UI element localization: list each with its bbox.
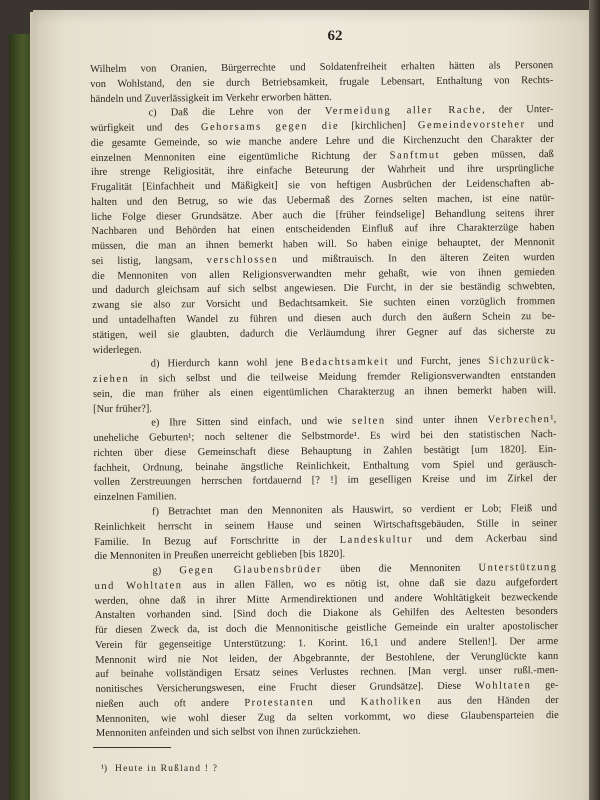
text-line: [96, 723, 559, 742]
text-run: in sich selbst und die teilweise Meidung fremder Religionsverwandten entstanden: [129, 370, 556, 385]
text-run: und dadurch gleichsam auf sich selbst angewiesen. Die Furcht, in der sie beständig schwebten,: [91, 281, 556, 297]
emphasized-text: Katholiken: [360, 696, 423, 708]
emphasized-text: Verbrechen: [487, 414, 551, 426]
text-run: ihre strenge Religiosität, ihre einfache Beteurung der Wahrheit und ihre ursprüngliche: [90, 163, 555, 179]
text-run: liche Folge dieser Grundsätze. Aber auch die [früher feindselige] Behandlung seitens ihrer: [91, 207, 555, 223]
emphasized-text: Gemeindevorsteher: [417, 119, 526, 132]
text-run: Nachbaren und Behörden hat einen entscheidenden Einfluß auf ihre Charakterzüge haben: [91, 222, 555, 238]
footnote-marker: ¹): [101, 764, 108, 774]
emphasized-text: Sanftmut: [389, 149, 441, 162]
text-run: uneheliche Geburten¹; noch seltener die Selbstmorde¹. Es wird bei den statistischen Nach-: [93, 429, 557, 445]
text-run: , der Unter-: [482, 104, 554, 116]
text-run: sind unter ihnen: [385, 414, 488, 427]
text-run: ¹,: [550, 414, 557, 426]
text-run: [Nur früher?].: [93, 403, 153, 415]
text-run: die Mennoniten in Preußen unerreicht geblieben [bis 1820].: [94, 549, 346, 563]
text-run: nonitisches Versicherungswesen, eine Frucht dieser Grundsätze]. Diese: [95, 680, 475, 696]
text-run: für diesen Zweck da, ist doch die Mennonitische geistliche Gemeinde ein uralter apostolischer: [94, 621, 559, 637]
text-run: einzelnen Familien.: [93, 491, 177, 504]
text-run: Mennoniten anfeinden und sich selbst von ihnen zurückziehen.: [95, 726, 361, 740]
text-run: und: [525, 119, 554, 131]
text-run: Frugalität [Einfachheit und Mäßigkeit] sie von heftigen Ausbrüchen der Leidenschaften ab-: [91, 178, 555, 194]
text-run: halten und den Betrug, so wie das Uebermaß des Zornes selten machen, ist eine natür-: [91, 192, 555, 208]
emphasized-text: verschlossen: [206, 254, 279, 266]
emphasized-text: und Wohltaten: [94, 580, 183, 592]
text-run: e) Ihre Sitten sind einfach, und wie: [151, 416, 353, 429]
text-run: und untadelhaften Wandel zu führen und diesen auch durch den äußern Schein zu be-: [92, 310, 556, 327]
background-shadow: [589, 0, 600, 800]
text-run: und Furcht, jenes: [388, 355, 489, 368]
emphasized-text: Vermeidung aller Rache: [324, 104, 483, 118]
text-run: [kirchlichen]: [339, 120, 418, 132]
emphasized-text: ziehen: [92, 373, 130, 386]
text-run: richten über diese Gemeinschaft diese Behauptung in Zahlen bestätigt [um 1820]. Ein-: [93, 443, 557, 459]
text-run: und dem Ackerbau sind: [413, 532, 558, 545]
text-run: stätigen, weil sie glaubten, dadurch die Verläumdung ihrer Gegner auf das sicherste zu: [92, 325, 556, 341]
emphasized-text: selten: [352, 415, 386, 428]
text-run: die gesamte Gemeinde, so wie manche andere Lehre und die Kirchenzucht den Charakter der: [90, 133, 554, 149]
emphasized-text: Protestanten: [244, 697, 315, 709]
footnote-text: Heute in Rußland ! ?: [115, 764, 219, 774]
text-run: ge-: [531, 680, 559, 692]
text-run: d) Hierdurch kann wohl jene: [150, 357, 302, 370]
paragraph: [90, 103, 555, 358]
paragraph: [94, 561, 559, 742]
text-run: geben müssen, daß: [440, 148, 554, 161]
text-run: zwang sie also zur Vorsicht und Bedachtsamkeit. Sie suchten einen vorzüglich frommen: [92, 296, 556, 312]
text-run: nießen auch oft andere: [95, 697, 245, 710]
text-run: vollen Zerstreuungen herrschen fortdauernd [? !] im geselligen Kreise und im Zirkel der: [93, 473, 557, 489]
text-run: fachheit, Ordnung, beinahe ängstliche Reinlichkeit, Enthaltung vom Spiel und geräusch-: [93, 458, 557, 474]
text-run: c) Daß die Lehre von der: [148, 106, 325, 119]
emphasized-text: Unterstützung: [478, 562, 558, 574]
text-run: Familie. In Bezug auf Fortschritte in der: [94, 534, 340, 548]
paragraph: [90, 59, 553, 107]
text-run: und: [314, 696, 361, 709]
text-run: würfigkeit und des: [90, 122, 201, 135]
paragraph: [93, 354, 556, 417]
text-run: sei listig, langsam,: [91, 254, 207, 267]
text-run: aus den Händen der: [422, 694, 559, 708]
emphasized-text: Wohltaten: [474, 680, 532, 692]
text-run: f) Betrachtet man den Mennoniten als Hauswirt, so verdient er Lob; Fleiß und: [151, 502, 557, 518]
body-text: [90, 59, 559, 742]
paragraph: [93, 413, 557, 506]
text-run: werden, ohne daß in ihrer Mitte Armendirektionen und andere Wohltätigkeit bezweckende: [94, 591, 558, 607]
text-run: auf beinahe vollständigen Ersatz seines Verlustes rechnen. [Man vergl. unser rußl.-men-: [95, 665, 559, 681]
emphasized-text: Sichzurück-: [488, 355, 556, 367]
text-run: Mennonit wird nie Not leiden, der Abgebrannte, der Bestohlene, der Verunglückte kann: [95, 650, 559, 666]
text-run: Verein für gegenseitige Unterstützung: 1. Korint. 16,1 und andere Stellen!]. Der arme: [95, 635, 559, 651]
text-run: widerlegen.: [92, 344, 142, 356]
text-run: und mißtrauisch. In den älteren Zeiten wurden: [278, 251, 555, 266]
footnote: [101, 762, 218, 776]
text-run: g): [152, 565, 180, 577]
text-run: Reinlichkeit herrscht in seinem Hause und seinen Wirtschaftsgebäuden, Stille in seiner: [94, 517, 558, 533]
book-page: [33, 10, 589, 800]
text-run: händeln und Zuverlässigkeit im Verkehr erworben hätten.: [90, 91, 332, 105]
text-run: Mennoniten, wie wohl dieser Zug da selten vorkommt, wo diese Glaubensparteien die: [95, 709, 559, 725]
footnote-separator: [93, 747, 171, 748]
text-run: die Mennoniten von allen Religionsverwandten mehr gehaßt, wie von ihnen gemieden: [91, 266, 555, 282]
emphasized-text: Bedachtsamkeit: [300, 356, 390, 369]
text-run: Anstalten vorhanden sind. [Sind doch die Diakone als Gehilfen des Aeltesten besonders: [94, 606, 558, 622]
text-run: üben die Mennoniten: [321, 562, 479, 576]
paragraph: [94, 502, 557, 565]
emphasized-text: Landeskultur: [339, 533, 414, 546]
page-number: 62: [327, 28, 343, 44]
text-run: sein, die man früher als einen eigentümlichen Charakterzug an ihnen bemerkt haben will.: [92, 384, 556, 400]
text-run: von Wohlstand, den sie durch Betriebsamkeit, frugale Lebensart, Enthaltung von Rechts-: [90, 74, 554, 90]
text-run: einzelnen Mennoniten eine eigentümliche Richtung der: [90, 150, 390, 164]
text-run: Wilhelm von Oranien, Bürgerrechte und Soldatenfreiheit erhalten hätten als Personen: [90, 59, 554, 76]
emphasized-text: Gehorsams gegen die: [200, 120, 340, 134]
emphasized-text: Gegen Glaubensbrüder: [179, 564, 323, 577]
text-run: müssen, die man an ihnen bemerkt haben will. So haben einige behauptet, der Mennonit: [91, 237, 555, 253]
text-run: aus in allen Fällen, wo es nötig ist, ohne daß sie dazu aufgefordert: [182, 576, 558, 592]
